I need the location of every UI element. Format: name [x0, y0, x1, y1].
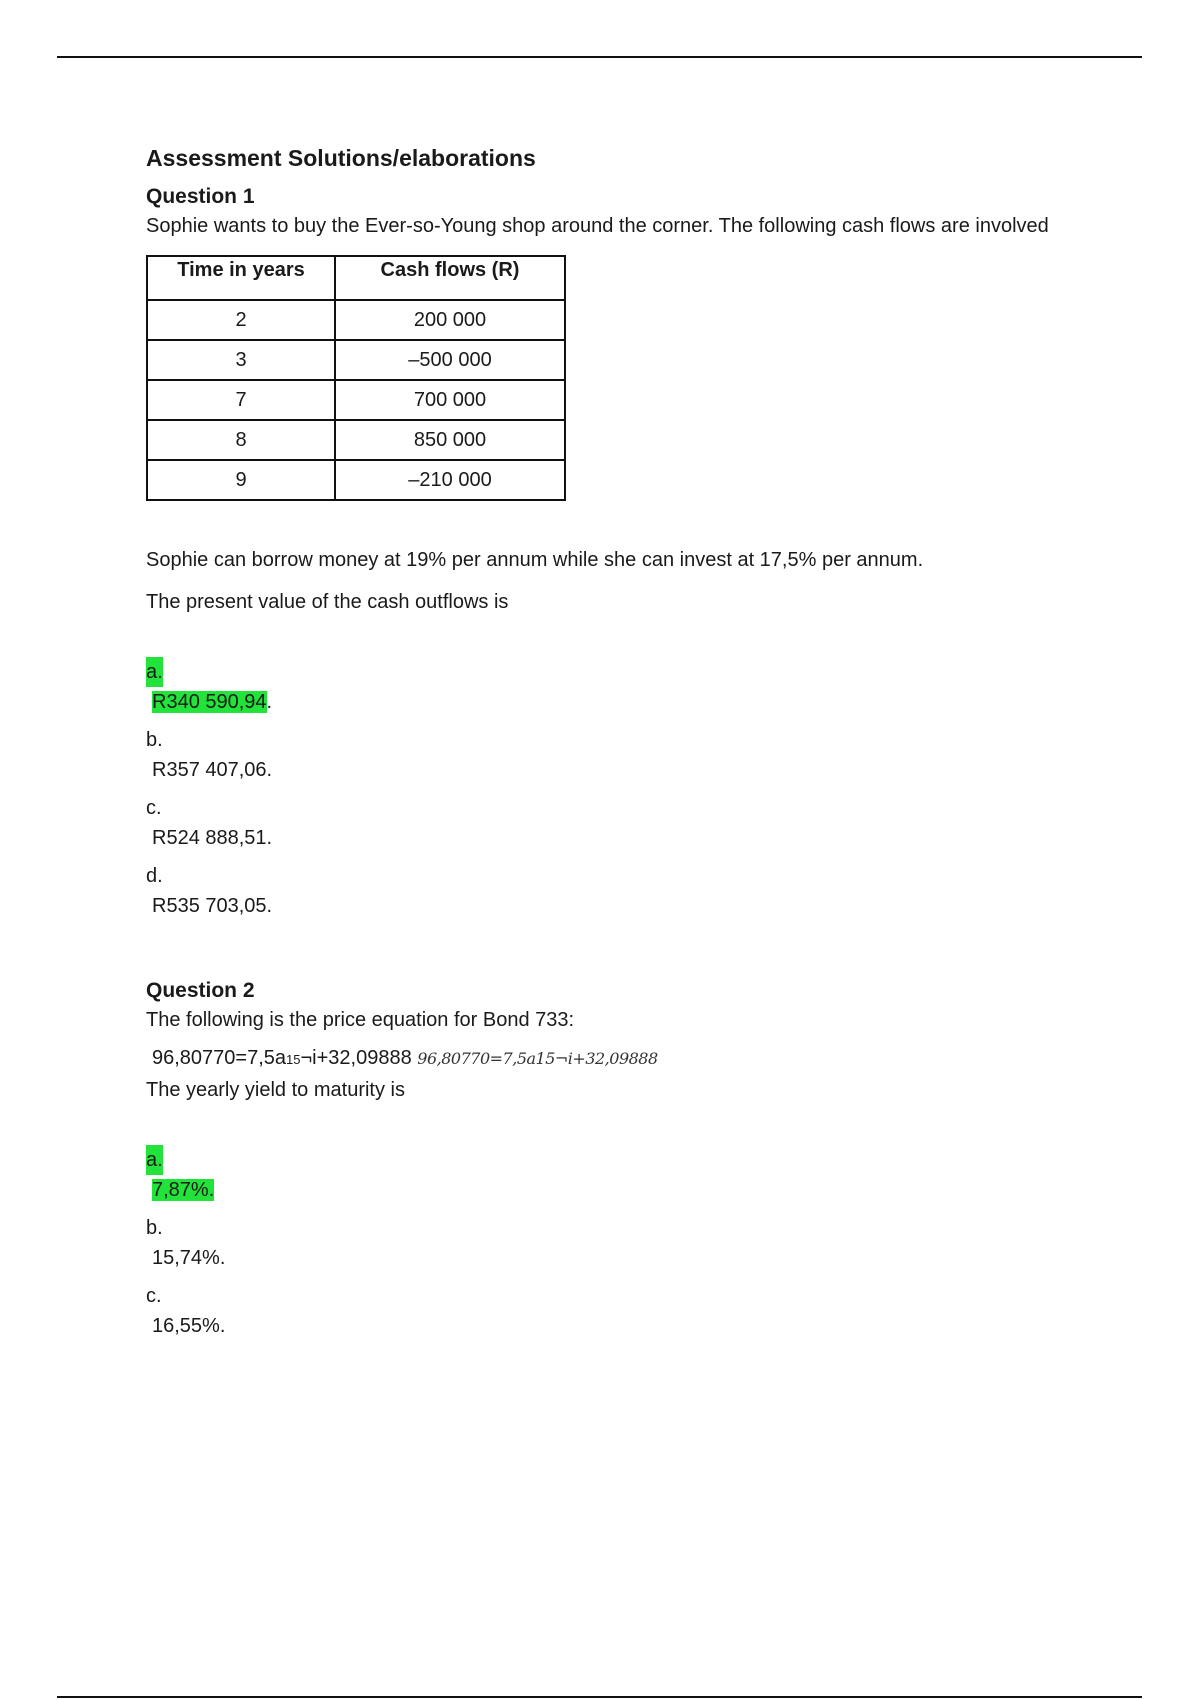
footer-rule [57, 1696, 1142, 1698]
question-2-intro: The following is the price equation for Bond 733: [146, 1009, 575, 1031]
equation-subscript: 15 [286, 1052, 301, 1067]
option-c[interactable] [146, 793, 1086, 853]
option-value: 16,55%. [152, 1315, 226, 1337]
question-2-options [146, 1145, 1086, 1341]
question-2 [146, 977, 1086, 1341]
question-1 [146, 183, 1086, 921]
column-header-time: Time in years [147, 256, 335, 300]
option-value-highlighted: 7,87%. [152, 1179, 215, 1201]
option-letter: c. [146, 1285, 162, 1307]
option-value: R524 888,51. [152, 827, 273, 849]
header-rule [57, 56, 1142, 58]
option-a[interactable] [146, 1145, 1086, 1205]
option-value: R357 407,06. [152, 759, 273, 781]
cell-cash-flow: 850 000 [335, 420, 565, 460]
table-row [147, 460, 565, 500]
cell-cash-flow: 200 000 [335, 300, 565, 340]
cell-cash-flow: –210 000 [335, 460, 565, 500]
equation-right: ¬i+32,09888 [300, 1047, 412, 1069]
option-value-suffix: . [266, 691, 273, 713]
option-value-highlighted: R340 590,94 [152, 691, 267, 713]
question-1-options [146, 657, 1086, 921]
question-1-prompt: The present value of the cash outflows is [146, 591, 509, 613]
cell-cash-flow: 700 000 [335, 380, 565, 420]
option-c[interactable] [146, 1281, 1086, 1341]
document-title: Assessment Solutions/elaborations [146, 145, 536, 171]
equation-alt-text: 96,80770=7,5a15¬i+32,09888 [417, 1049, 658, 1068]
cell-time: 3 [147, 340, 335, 380]
table-row [147, 300, 565, 340]
option-value: R535 703,05. [152, 895, 273, 917]
option-a[interactable] [146, 657, 1086, 717]
cell-time: 9 [147, 460, 335, 500]
option-letter: a. [146, 1145, 163, 1175]
document-body [146, 143, 1086, 1341]
option-b[interactable] [146, 725, 1086, 785]
option-value: 15,74%. [152, 1247, 226, 1269]
cash-flow-table [146, 255, 566, 501]
question-1-heading: Question 1 [146, 185, 255, 208]
question-2-prompt: The yearly yield to maturity is [146, 1079, 405, 1101]
option-letter: b. [146, 729, 163, 751]
question-1-rates: Sophie can borrow money at 19% per annum while she can invest at 17,5% per annum. [146, 549, 924, 571]
table-row [147, 340, 565, 380]
option-letter: a. [146, 657, 163, 687]
table-header-row [147, 256, 565, 300]
price-equation [152, 1043, 1086, 1075]
cell-time: 2 [147, 300, 335, 340]
option-value [152, 1175, 1086, 1205]
option-value [152, 687, 1086, 717]
cell-time: 7 [147, 380, 335, 420]
option-letter: d. [146, 865, 163, 887]
question-2-heading: Question 2 [146, 979, 255, 1002]
cell-time: 8 [147, 420, 335, 460]
option-b[interactable] [146, 1213, 1086, 1273]
option-letter: b. [146, 1217, 163, 1239]
table-row [147, 420, 565, 460]
question-1-intro: Sophie wants to buy the Ever-so-Young shop around the corner. The following cash flows are involved [146, 215, 1049, 237]
table-row [147, 380, 565, 420]
column-header-cash-flows: Cash flows (R) [335, 256, 565, 300]
option-letter: c. [146, 797, 162, 819]
cell-cash-flow: –500 000 [335, 340, 565, 380]
equation-left: 96,80770=7,5a [152, 1047, 287, 1069]
option-d[interactable] [146, 861, 1086, 921]
